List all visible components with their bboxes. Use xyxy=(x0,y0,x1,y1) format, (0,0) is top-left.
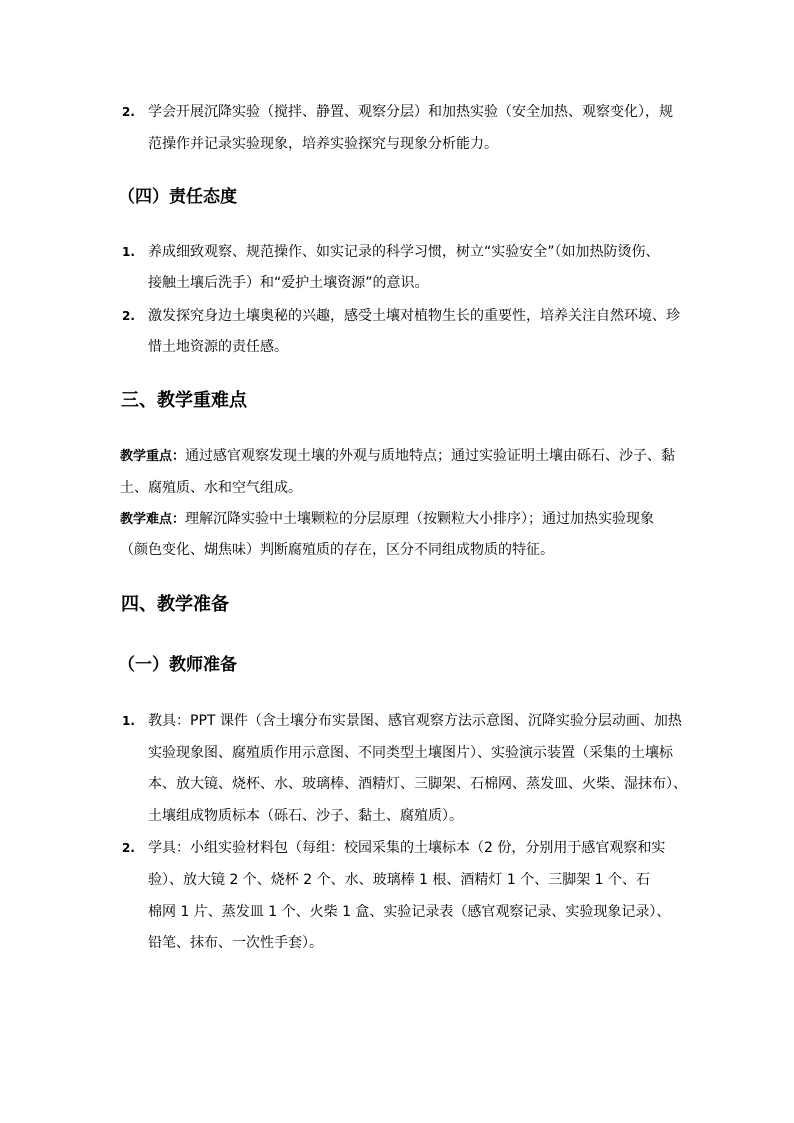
section-heading: 三、教学重难点 xyxy=(121,390,247,411)
list-text-line: 教具：PPT 课件（含土壤分布实景图、感官观察方法示意图、沉降实验分层动画、加热 xyxy=(148,713,682,729)
paragraph-line xyxy=(120,448,675,465)
list-text-line: 棉网 1 片、蒸发皿 1 个、火柴 1 盒、实验记录表（感官观察记录、实验现象记录）、 xyxy=(148,904,671,920)
list-text-line: 学会开展沉降实验（搅拌、静置、观察分层）和加热实验（安全加热、观察变化），规 xyxy=(148,104,673,120)
list-number: 1. xyxy=(122,714,135,728)
section-subheading: （四）责任态度 xyxy=(118,187,237,207)
paragraph-line: （颜色变化、煳焦味）判断腐殖质的存在，区分不同组成物质的特征。 xyxy=(120,542,554,558)
difficulty-label: 教学难点： xyxy=(120,512,186,527)
list-text-line: 惜土地资源的责任感。 xyxy=(148,339,288,355)
list-text-line: 学具：小组实验材料包（每组：校园采集的土壤标本（2 份，分别用于感官观察和实 xyxy=(148,840,666,856)
list-text-line: 接触土壤后洗手）和“爱护土壤资源”的意识。 xyxy=(148,275,429,291)
list-text-line: 范操作并记录实验现象，培养实验探究与现象分析能力。 xyxy=(148,136,498,152)
list-number: 1. xyxy=(122,245,135,259)
paragraph-line: 土、腐殖质、水和空气组成。 xyxy=(120,480,302,496)
section-heading: 四、教学准备 xyxy=(121,594,229,615)
list-number: 2. xyxy=(122,105,135,119)
list-number: 2. xyxy=(122,309,135,323)
list-number: 2. xyxy=(122,841,135,855)
list-text-line: 养成细致观察、规范操作、如实记录的科学习惯，树立“实验安全”（如加热防烫伤、 xyxy=(148,244,660,260)
list-text-line: 本、放大镜、烧杯、水、玻璃棒、酒精灯、三脚架、石棉网、蒸发皿、火柴、湿抹布）、 xyxy=(148,776,687,792)
focus-label: 教学重点： xyxy=(120,449,186,464)
difficulty-text: 理解沉降实验中土壤颗粒的分层原理（按颗粒大小排序）；通过加热实验现象 xyxy=(185,511,655,527)
list-text-line: 土壤组成物质标本（砾石、沙子、黏土、腐殖质）。 xyxy=(148,808,463,824)
list-text-line: 验）、放大镜 2 个、烧杯 2 个、水、玻璃棒 1 根、酒精灯 1 个、三脚架 1 个、石 xyxy=(148,872,651,888)
focus-text: 通过感官观察发现土壤的外观与质地特点；通过实验证明土壤由砾石、沙子、黏 xyxy=(185,448,676,464)
list-text-line: 实验现象图、腐殖质作用示意图、不同类型土壤图片）、实验演示装置（采集的土壤标 xyxy=(148,745,673,761)
section-subheading: （一）教师准备 xyxy=(118,655,237,675)
paragraph-line xyxy=(120,511,654,528)
list-text-line: 铅笔、抹布、一次性手套）。 xyxy=(148,935,323,951)
list-text-line: 激发探究身边土壤奥秘的兴趣，感受土壤对植物生长的重要性，培养关注自然环境、珍 xyxy=(148,308,680,324)
